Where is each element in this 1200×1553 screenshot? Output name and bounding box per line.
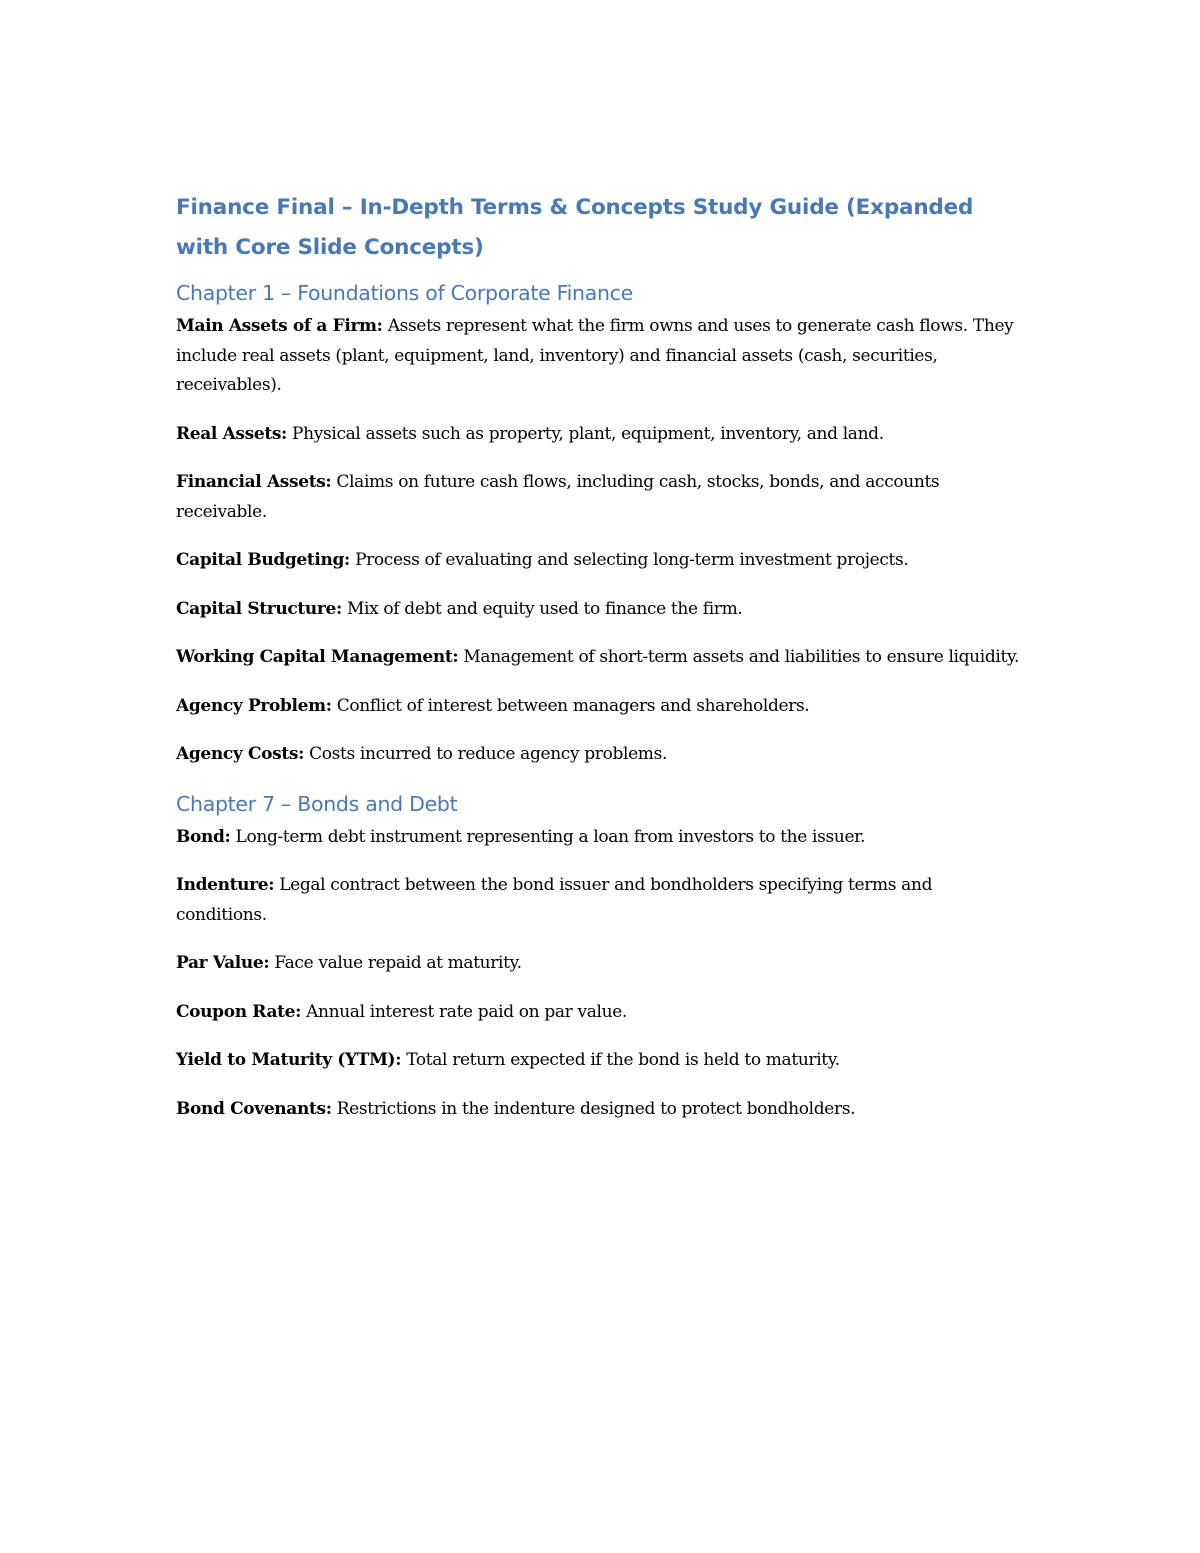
term-name: Agency Costs: bbox=[176, 744, 304, 764]
term-name: Main Assets of a Firm: bbox=[176, 316, 383, 336]
chapter-heading: Chapter 7 – Bonds and Debt bbox=[176, 791, 458, 816]
term-entry bbox=[176, 643, 1026, 673]
term-entry bbox=[176, 692, 1026, 722]
term-definition: Assets represent what the firm owns and uses to generate cash flows. They include real assets (plant, equipment, land, inventory) and financial assets (cash, securities, receivables). bbox=[176, 316, 1014, 395]
term-name: Working Capital Management: bbox=[176, 647, 459, 667]
term-definition: Annual interest rate paid on par value. bbox=[306, 1001, 627, 1022]
term-entry bbox=[176, 546, 1026, 576]
term-name: Financial Assets: bbox=[176, 472, 332, 492]
term-name: Coupon Rate: bbox=[176, 1001, 302, 1022]
chapter-7-section bbox=[176, 789, 1026, 1125]
term-definition: Conflict of interest between managers and shareholders. bbox=[336, 695, 810, 716]
term-entry bbox=[176, 420, 1026, 450]
term-entry bbox=[176, 740, 1026, 770]
term-definition: Face value repaid at maturity. bbox=[274, 953, 522, 973]
term-definition: Management of short-term assets and liabilities to ensure liquidity. bbox=[463, 647, 1019, 667]
term-definition: Total return expected if the bond is held to maturity. bbox=[406, 1050, 840, 1070]
term-definition: Long-term debt instrument representing a loan from investors to the issuer. bbox=[235, 826, 866, 847]
term-entry bbox=[176, 1095, 1026, 1125]
term-name: Real Assets: bbox=[176, 423, 287, 444]
term-entry bbox=[176, 998, 1026, 1028]
term-entry bbox=[176, 468, 1026, 527]
term-name: Bond Covenants: bbox=[176, 1098, 332, 1119]
term-name: Capital Budgeting: bbox=[176, 550, 350, 570]
term-entry bbox=[176, 871, 1026, 930]
term-definition: Restrictions in the indenture designed to protect bondholders. bbox=[336, 1098, 856, 1119]
term-definition: Mix of debt and equity used to finance the firm. bbox=[346, 598, 743, 619]
chapter-1-section bbox=[176, 278, 1026, 770]
term-definition: Costs incurred to reduce agency problems. bbox=[309, 744, 667, 764]
term-definition: Physical assets such as property, plant, equipment, inventory, and land. bbox=[292, 423, 884, 444]
term-name: Agency Problem: bbox=[176, 695, 332, 716]
document-title: Finance Final – In-Depth Terms & Concepts Study Guide (Expanded with Core Slide Concepts) bbox=[176, 195, 974, 260]
term-name: Capital Structure: bbox=[176, 598, 342, 619]
term-entry bbox=[176, 312, 1026, 401]
term-entry bbox=[176, 595, 1026, 625]
chapter-heading: Chapter 1 – Foundations of Corporate Finance bbox=[176, 281, 633, 305]
term-name: Indenture: bbox=[176, 875, 275, 895]
term-name: Yield to Maturity (YTM): bbox=[176, 1050, 402, 1070]
document-page bbox=[176, 188, 1026, 1143]
term-definition: Process of evaluating and selecting long-term investment projects. bbox=[355, 550, 909, 570]
term-entry bbox=[176, 1046, 1026, 1076]
term-name: Par Value: bbox=[176, 953, 270, 973]
term-entry bbox=[176, 949, 1026, 979]
term-entry bbox=[176, 823, 1026, 853]
term-definition: Claims on future cash flows, including cash, stocks, bonds, and accounts receivable. bbox=[176, 472, 940, 522]
term-definition: Legal contract between the bond issuer and bondholders specifying terms and conditions. bbox=[176, 875, 933, 925]
term-name: Bond: bbox=[176, 826, 231, 847]
